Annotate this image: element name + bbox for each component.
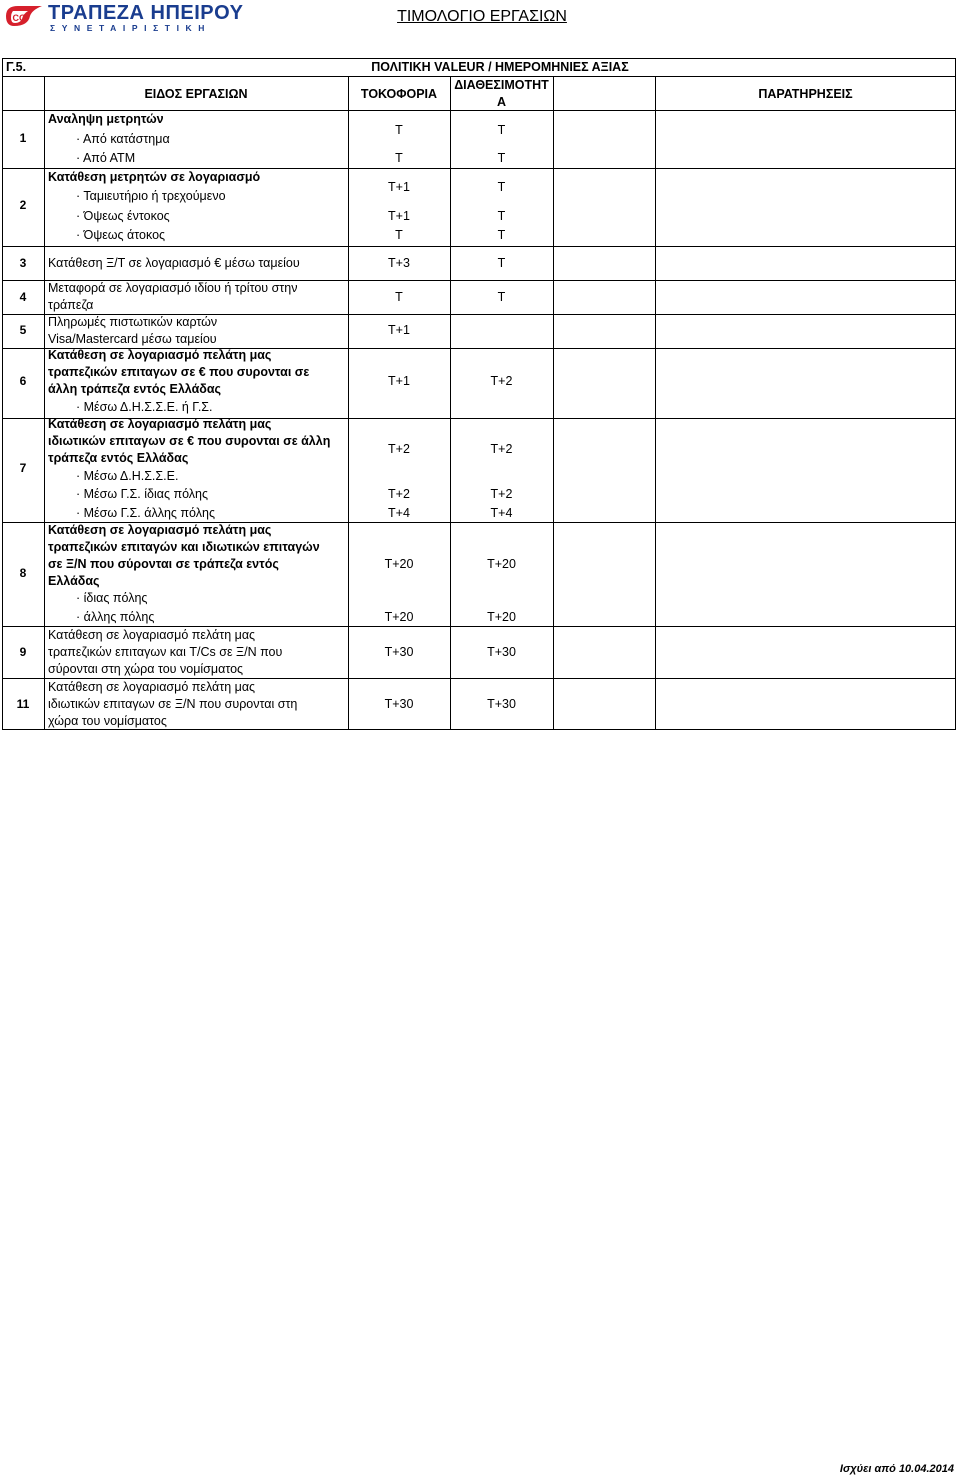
valid-from-note: Ισχύει από 10.04.2014: [839, 1463, 954, 1475]
document-title: ΤΙΜΟΛΟΓΙΟ ΕΡΓΑΣΙΩΝ: [397, 8, 567, 25]
col-header-interest: ΤΟΚΟΦΟΡΙΑ: [360, 87, 438, 101]
bank-name: ΤΡΑΠΕΖΑ ΗΠΕΙΡΟΥ: [48, 2, 244, 24]
row11-label-cont: ιδιωτικών επιταγων σε Ξ/Ν που συρονται στη: [48, 697, 298, 711]
row7-sub-same-city: · Μέσω Γ.Σ. ίδιας πόλης: [76, 487, 209, 501]
row3-label: Κατάθεση Ξ/Τ σε λογαριασμό € μέσω ταμείου: [48, 256, 300, 270]
row-number: 8: [19, 566, 27, 580]
row2-sub-interest-bearing: · Όψεως έντοκος: [76, 209, 170, 223]
row7c-availability: Τ+4: [490, 506, 513, 520]
row2-title: Κατάθεση μετρητών σε λογαριασμό: [48, 170, 261, 184]
row7-sub-other-city: · Μέσω Γ.Σ. άλλης πόλης: [76, 506, 215, 520]
row7b-availability: Τ+2: [490, 487, 513, 501]
row7-interest: Τ+2: [388, 442, 410, 456]
row3-availability: Τ: [497, 256, 506, 270]
row-number: 6: [19, 374, 27, 388]
row8-interest: Τ+20: [384, 557, 414, 571]
row8-availability: Τ+20: [487, 557, 516, 571]
row1-atm-interest: Τ: [395, 151, 403, 165]
row1-sub-branch: · Από κατάστημα: [76, 132, 170, 146]
row11-interest: Τ+30: [384, 697, 414, 711]
row2-interest: Τ+1: [388, 180, 410, 194]
row2b-interest: Τ+1: [388, 209, 410, 223]
row7-sub-dhsse: · Μέσω Δ.Η.Σ.Σ.Ε.: [76, 469, 179, 483]
row2-sub-savings: · Ταμιευτήριο ή τρεχούμενο: [76, 189, 226, 203]
row11-label-cont2: χώρα του νομίσματος: [48, 714, 167, 728]
row-number: 9: [19, 645, 27, 659]
row-number: 1: [19, 131, 27, 145]
row9-availability: Τ+30: [487, 645, 516, 659]
row11-availability: Τ+30: [487, 697, 516, 711]
row-number: 2: [19, 198, 27, 212]
row9-label-cont: τραπεζικών επιταγων και T/Cs σε Ξ/Ν που: [48, 645, 283, 659]
row4-label: Μεταφορά σε λογαριασμό ιδίου ή τρίτου στην: [48, 281, 298, 295]
row-number: 3: [19, 256, 27, 270]
row1-availability: Τ: [497, 123, 506, 137]
row-number: 4: [19, 290, 27, 304]
col-rule-type: [348, 76, 349, 730]
row7c-interest: Τ+4: [388, 506, 410, 520]
row5-label: Πληρωμές πιστωτικών καρτών: [48, 315, 218, 329]
row8b-availability: Τ+20: [487, 610, 516, 624]
row-number: 7: [19, 461, 27, 475]
row7-label-cont2: τράπεζα εντός Ελλάδας: [48, 451, 189, 465]
row7b-interest: Τ+2: [388, 487, 410, 501]
svg-text:CO: CO: [12, 13, 26, 23]
row1-interest: Τ: [395, 123, 403, 137]
col-rule-remarks: [655, 76, 656, 730]
row8-label: Κατάθεση σε λογαριασμό πελάτη μας: [48, 523, 272, 537]
row5-label-cont: Visa/Mastercard μέσω ταμείου: [48, 332, 217, 346]
row4-availability: Τ: [497, 290, 506, 304]
row1-title: Αναληψη μετρητών: [48, 112, 164, 126]
row8-sub-other-city: · άλλης πόλης: [76, 610, 155, 624]
row2-availability: Τ: [497, 180, 506, 194]
row7-label-cont: ιδιωτικών επιταγων σε € που συρονται σε άλλη: [48, 434, 331, 448]
row4-interest: Τ: [395, 290, 403, 304]
col-rule-num: [44, 76, 45, 730]
row1-sub-atm: · Από ΑΤΜ: [76, 151, 136, 165]
bank-subtitle: ΣΥΝΕΤΑΙΡΙΣΤΙΚΗ: [50, 23, 212, 33]
rule-row2: [2, 246, 956, 247]
row-number: 11: [16, 697, 30, 711]
col-header-availability-cont: Α: [496, 95, 507, 109]
row8b-interest: Τ+20: [384, 610, 414, 624]
row1-atm-availability: Τ: [497, 151, 506, 165]
row6-interest: Τ+1: [388, 374, 410, 388]
col-header-availability: ΔΙΑΘΕΣΙΜΟΤΗΤ: [454, 78, 549, 92]
row9-interest: Τ+30: [384, 645, 414, 659]
section-code: Γ.5.: [6, 60, 27, 74]
row6-sub: · Μέσω Δ.Η.Σ.Σ.Ε. ή Γ.Σ.: [76, 400, 213, 414]
row2-sub-non-interest: · Όψεως άτοκος: [76, 228, 166, 242]
row5-interest: Τ+1: [388, 323, 410, 337]
row6-availability: Τ+2: [490, 374, 513, 388]
section-heading: ΠΟΛΙΤΙΚΗ VALEUR / ΗΜΕΡΟΜΗΝΙΕΣ ΑΞΙΑΣ: [371, 60, 629, 74]
row9-label: Κατάθεση σε λογαριασμό πελάτη μας: [48, 628, 256, 642]
row2c-availability: Τ: [497, 228, 506, 242]
row8-label-cont3: Ελλάδας: [48, 574, 100, 588]
row2b-availability: Τ: [497, 209, 506, 223]
row6-label-cont2: άλλη τράπεζα εντός Ελλάδας: [48, 382, 222, 396]
col-rule-interest: [450, 76, 451, 730]
col-header-remarks: ΠΑΡΑΤΗΡΗΣΕΙΣ: [758, 87, 853, 101]
row11-label: Κατάθεση σε λογαριασμό πελάτη μας: [48, 680, 256, 694]
row6-label-cont: τραπεζικών επιταγων σε € που συρονται σε: [48, 365, 310, 379]
row7-label: Κατάθεση σε λογαριασμό πελάτη μας: [48, 417, 272, 431]
col-header-type: ΕΙΔΟΣ ΕΡΓΑΣΙΩΝ: [144, 87, 248, 101]
row9-label-cont2: σύρονται στη χώρα του νομίσματος: [48, 662, 244, 676]
row7-availability: Τ+2: [490, 442, 513, 456]
row6-label: Κατάθεση σε λογαριασμό πελάτη μας: [48, 348, 272, 362]
row8-label-cont2: σε Ξ/Ν που σύρονται σε τράπεζα εντός: [48, 557, 279, 571]
row4-label-cont: τράπεζα: [48, 298, 94, 312]
row-number: 5: [19, 323, 27, 337]
row3-interest: Τ+3: [388, 256, 410, 270]
col-rule-avail: [553, 76, 554, 730]
row2c-interest: Τ: [395, 228, 403, 242]
row8-label-cont: τραπεζικών επιταγών και ιδιωτικών επιταγών: [48, 540, 320, 554]
row8-sub-same-city: · ίδιας πόλης: [76, 591, 148, 605]
